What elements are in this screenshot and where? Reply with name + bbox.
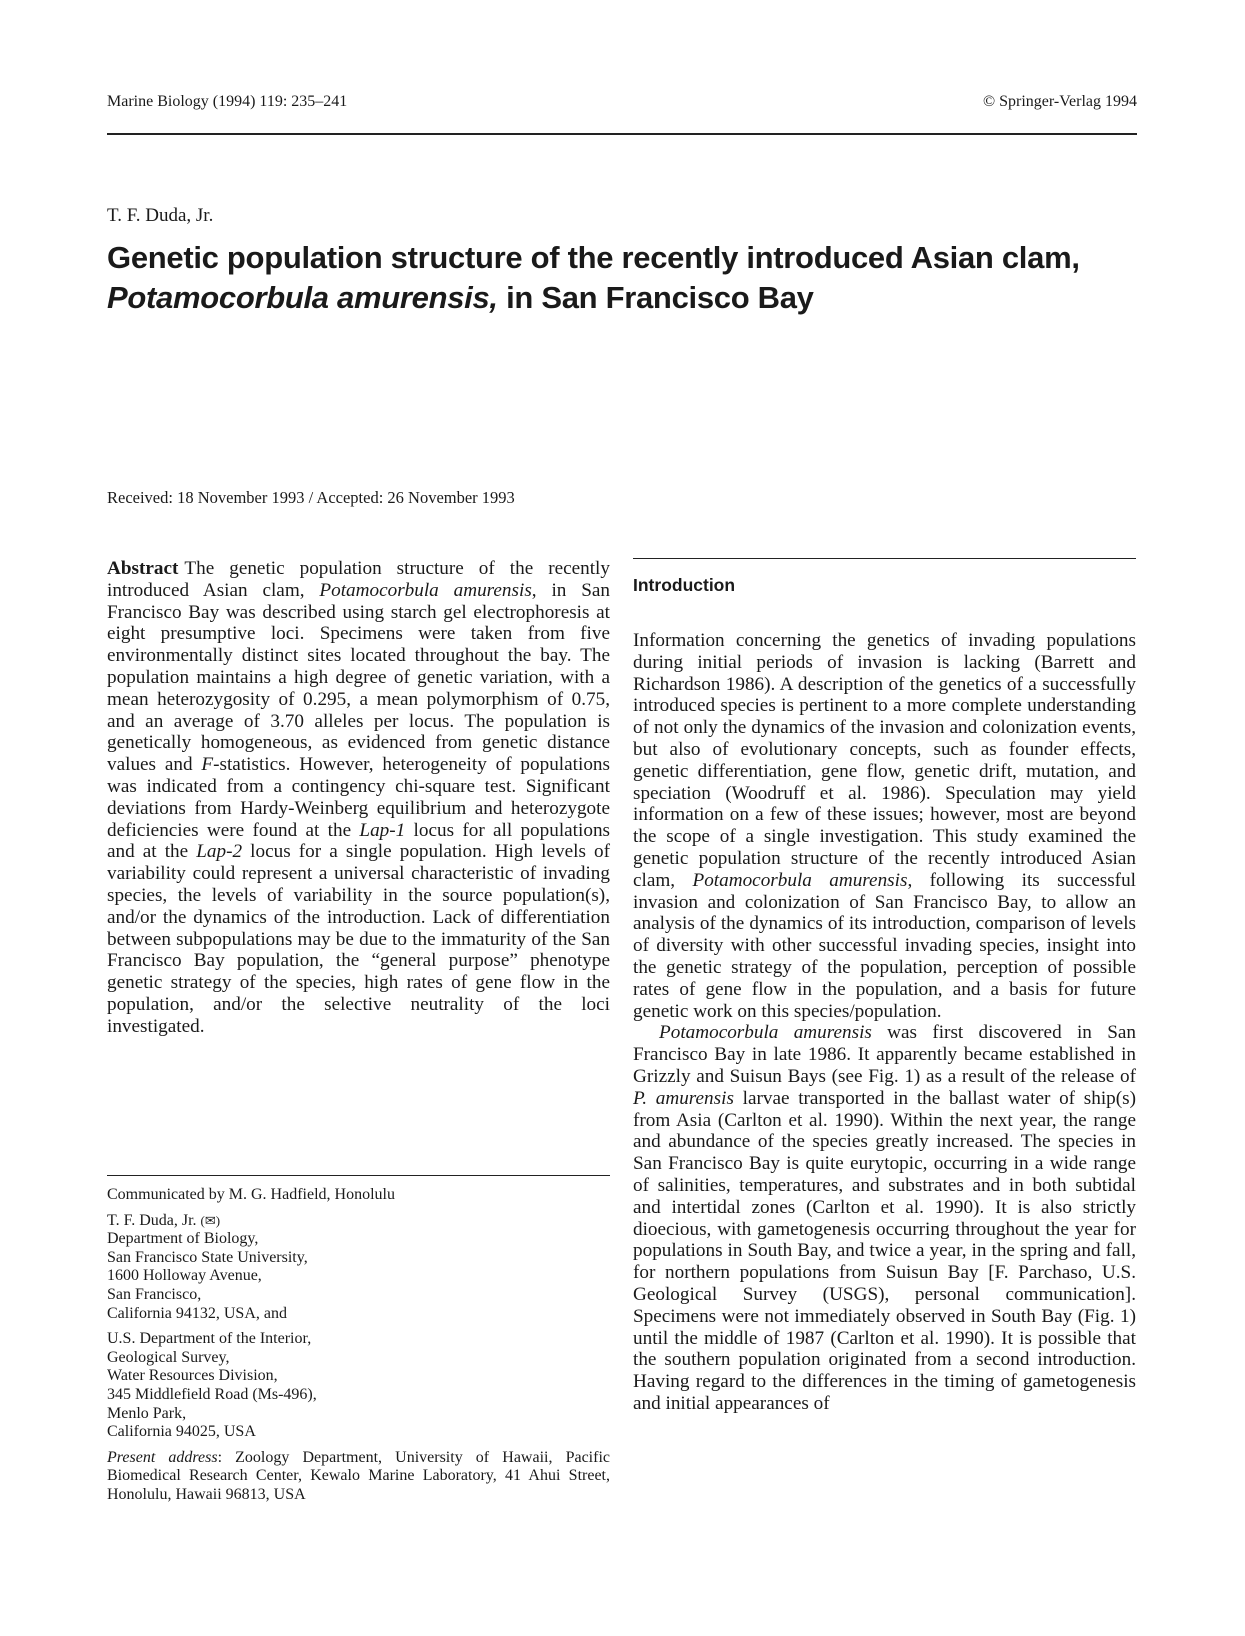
present-address-text: : Zoology Department, University of Hawaii, Pacific Biomedical Research Center, Kewalo Marine Laboratory, 41 Ahui Street, Honolulu, Hawaii 96813, USA xyxy=(107,1448,611,1503)
paragraph-text: larvae transported in the ballast water of ship(s) from Asia (Carlton et al. 1990). Within the next year, the range and abundance of the species greatly increased. The species in San Francisco Bay is quite eurytopic, occurring in a wide range of salinities, temperatures, and substrates and in both subtidal and intertidal zones (Carlton et al. 1990). It is also strictly dioecious, with gametogenesis occurring throughout the year for populations in South Bay, and twice a year, in the spring and fall, for northern populations from Suisun Bay [F. Parchaso, U.S. Geological Survey (USGS), personal communication]. Specimens were not immediately observed in South Bay (Fig. 1) until the middle of 1987 (Carlton et al. 1990). It is possible that the southern population originated from a second introduction. Having regard to the differences in the timing of gametogenesis and initial appearances of xyxy=(633,1087,1136,1414)
abstract-species: Potamocorbula amurensis xyxy=(319,579,532,601)
affiliation-line: 1600 Holloway Avenue, xyxy=(107,1267,262,1285)
abstract-text: , in San Francisco Bay was described using starch gel electrophoresis at eight presumptive loci. Specimens were taken from five environmentally distinct sites located throughout the bay. The population maintains a high degree of genetic variation, with a mean heterozygosity of 0.295, a mean polymorphism of 0.75, and an average of 3.70 alleles per locus. The population is genetically homogeneous, as evidenced from genetic distance values and xyxy=(107,579,610,776)
affiliation-line: U.S. Department of the Interior, xyxy=(107,1330,312,1348)
footnotes xyxy=(107,1186,610,1512)
abstract-label: Abstract xyxy=(107,558,179,579)
footnote-rule xyxy=(107,1175,610,1176)
affiliation-line: Menlo Park, xyxy=(107,1404,187,1422)
species-name: Potamocorbula amurensis xyxy=(692,869,908,891)
intro-paragraph-1 xyxy=(633,630,1136,1022)
present-address-label: Present address xyxy=(107,1448,218,1466)
species-name: Potamocorbula amurensis xyxy=(659,1022,872,1044)
abstract-text: locus for all populations and at the xyxy=(107,819,611,863)
envelope-icon: (✉) xyxy=(200,1212,221,1228)
running-head xyxy=(107,93,1137,111)
abstract-f-symbol: F xyxy=(201,754,214,776)
abstract-locus-lap1: Lap-1 xyxy=(359,819,406,841)
affiliation-line: San Francisco State University, xyxy=(107,1248,308,1266)
article-title xyxy=(107,238,1137,318)
title-species: Potamocorbula amurensis, xyxy=(107,280,498,315)
footnote-author: T. F. Duda, Jr. xyxy=(107,1211,197,1229)
paragraph-text: , following its successful invasion and colonization of San Francisco Bay, to allow an analysis of the dynamics of its introduction, comparison of levels of diversity with other successful invading species, insight into the genetic strategy of the population, perception of possible rates of gene flow in the population, and a basis for future genetic work on this species/population. xyxy=(633,869,1136,1022)
right-column xyxy=(633,558,1136,1415)
left-column xyxy=(107,558,610,1038)
abstract-text: The genetic population structure of the recently introduced Asian clam, xyxy=(107,558,610,601)
header-rule xyxy=(107,133,1137,135)
abstract xyxy=(107,558,610,1038)
affiliation-line: Water Resources Division, xyxy=(107,1367,278,1385)
paragraph-text: was first discovered in San Francisco Bay in late 1986. It apparently became established in Grizzly and Suisun Bays (see Fig. 1) as a result of the release of xyxy=(633,1022,1136,1087)
species-abbrev: P. amurensis xyxy=(633,1087,734,1109)
received-dates: Received: 18 November 1993 / Accepted: 26 November 1993 xyxy=(107,488,515,507)
affiliation-line: Department of Biology, xyxy=(107,1230,259,1248)
affiliation-line: Geological Survey, xyxy=(107,1348,230,1366)
journal-citation: Marine Biology (1994) 119: 235–241 xyxy=(107,93,348,110)
title-line-1: Genetic population structure of the recently introduced Asian clam, xyxy=(107,240,1080,275)
affiliation-1 xyxy=(107,1212,610,1324)
copyright: © Springer-Verlag 1994 xyxy=(982,93,1137,110)
abstract-text: locus for a single population. High levels of variability could represent a universal characteristic of invading species, the levels of variability in the source population(s), and/or the dynamics of the introduction. Lack of differentiation between subpopulations may be due to the immaturity of the San Francisco Bay population, the “general purpose” phenotype genetic strategy of the species, high rates of gene flow in the population, and/or the selective neutrality of the loci investigated. xyxy=(107,841,610,1037)
intro-paragraph-2 xyxy=(633,1022,1136,1414)
affiliation-line: 345 Middlefield Road (Ms-496), xyxy=(107,1385,317,1403)
paragraph-text: Information concerning the genetics of invading populations during initial periods of invasion is lacking (Barrett and Richardson 1986). A description of the genetics of a successfully introduced species is pertinent to a more complete understanding of not only the dynamics of the invasion and colonization events, but also of evolutionary concepts, such as founder effects, genetic differentiation, gene flow, genetic drift, mutation, and speciation (Woodruff et al. 1986). Speculation may yield information on a few of these issues; however, most are beyond the scope of a single investigation. This study examined the genetic population structure of the recently introduced Asian clam, xyxy=(633,630,1136,891)
introduction-heading: Introduction xyxy=(633,575,736,595)
abstract-locus-lap2: Lap-2 xyxy=(196,841,243,863)
title-line-2: in San Francisco Bay xyxy=(497,280,814,315)
affiliation-line: California 94132, USA, and xyxy=(107,1304,287,1322)
abstract-text: -statistics. However, heterogeneity of populations was indicated from a contingency chi-square test. Significant deviations from Hardy-Weinberg equilibrium and heterozygote deficiencies were found at the xyxy=(107,754,610,841)
section-rule xyxy=(633,558,1136,559)
affiliation-2 xyxy=(107,1330,610,1442)
author-line: T. F. Duda, Jr. xyxy=(107,205,214,226)
affiliation-line: California 94025, USA xyxy=(107,1423,256,1441)
affiliation-line: San Francisco, xyxy=(107,1285,202,1303)
communicated-by: Communicated by M. G. Hadfield, Honolulu xyxy=(107,1186,395,1203)
present-address xyxy=(107,1449,610,1505)
